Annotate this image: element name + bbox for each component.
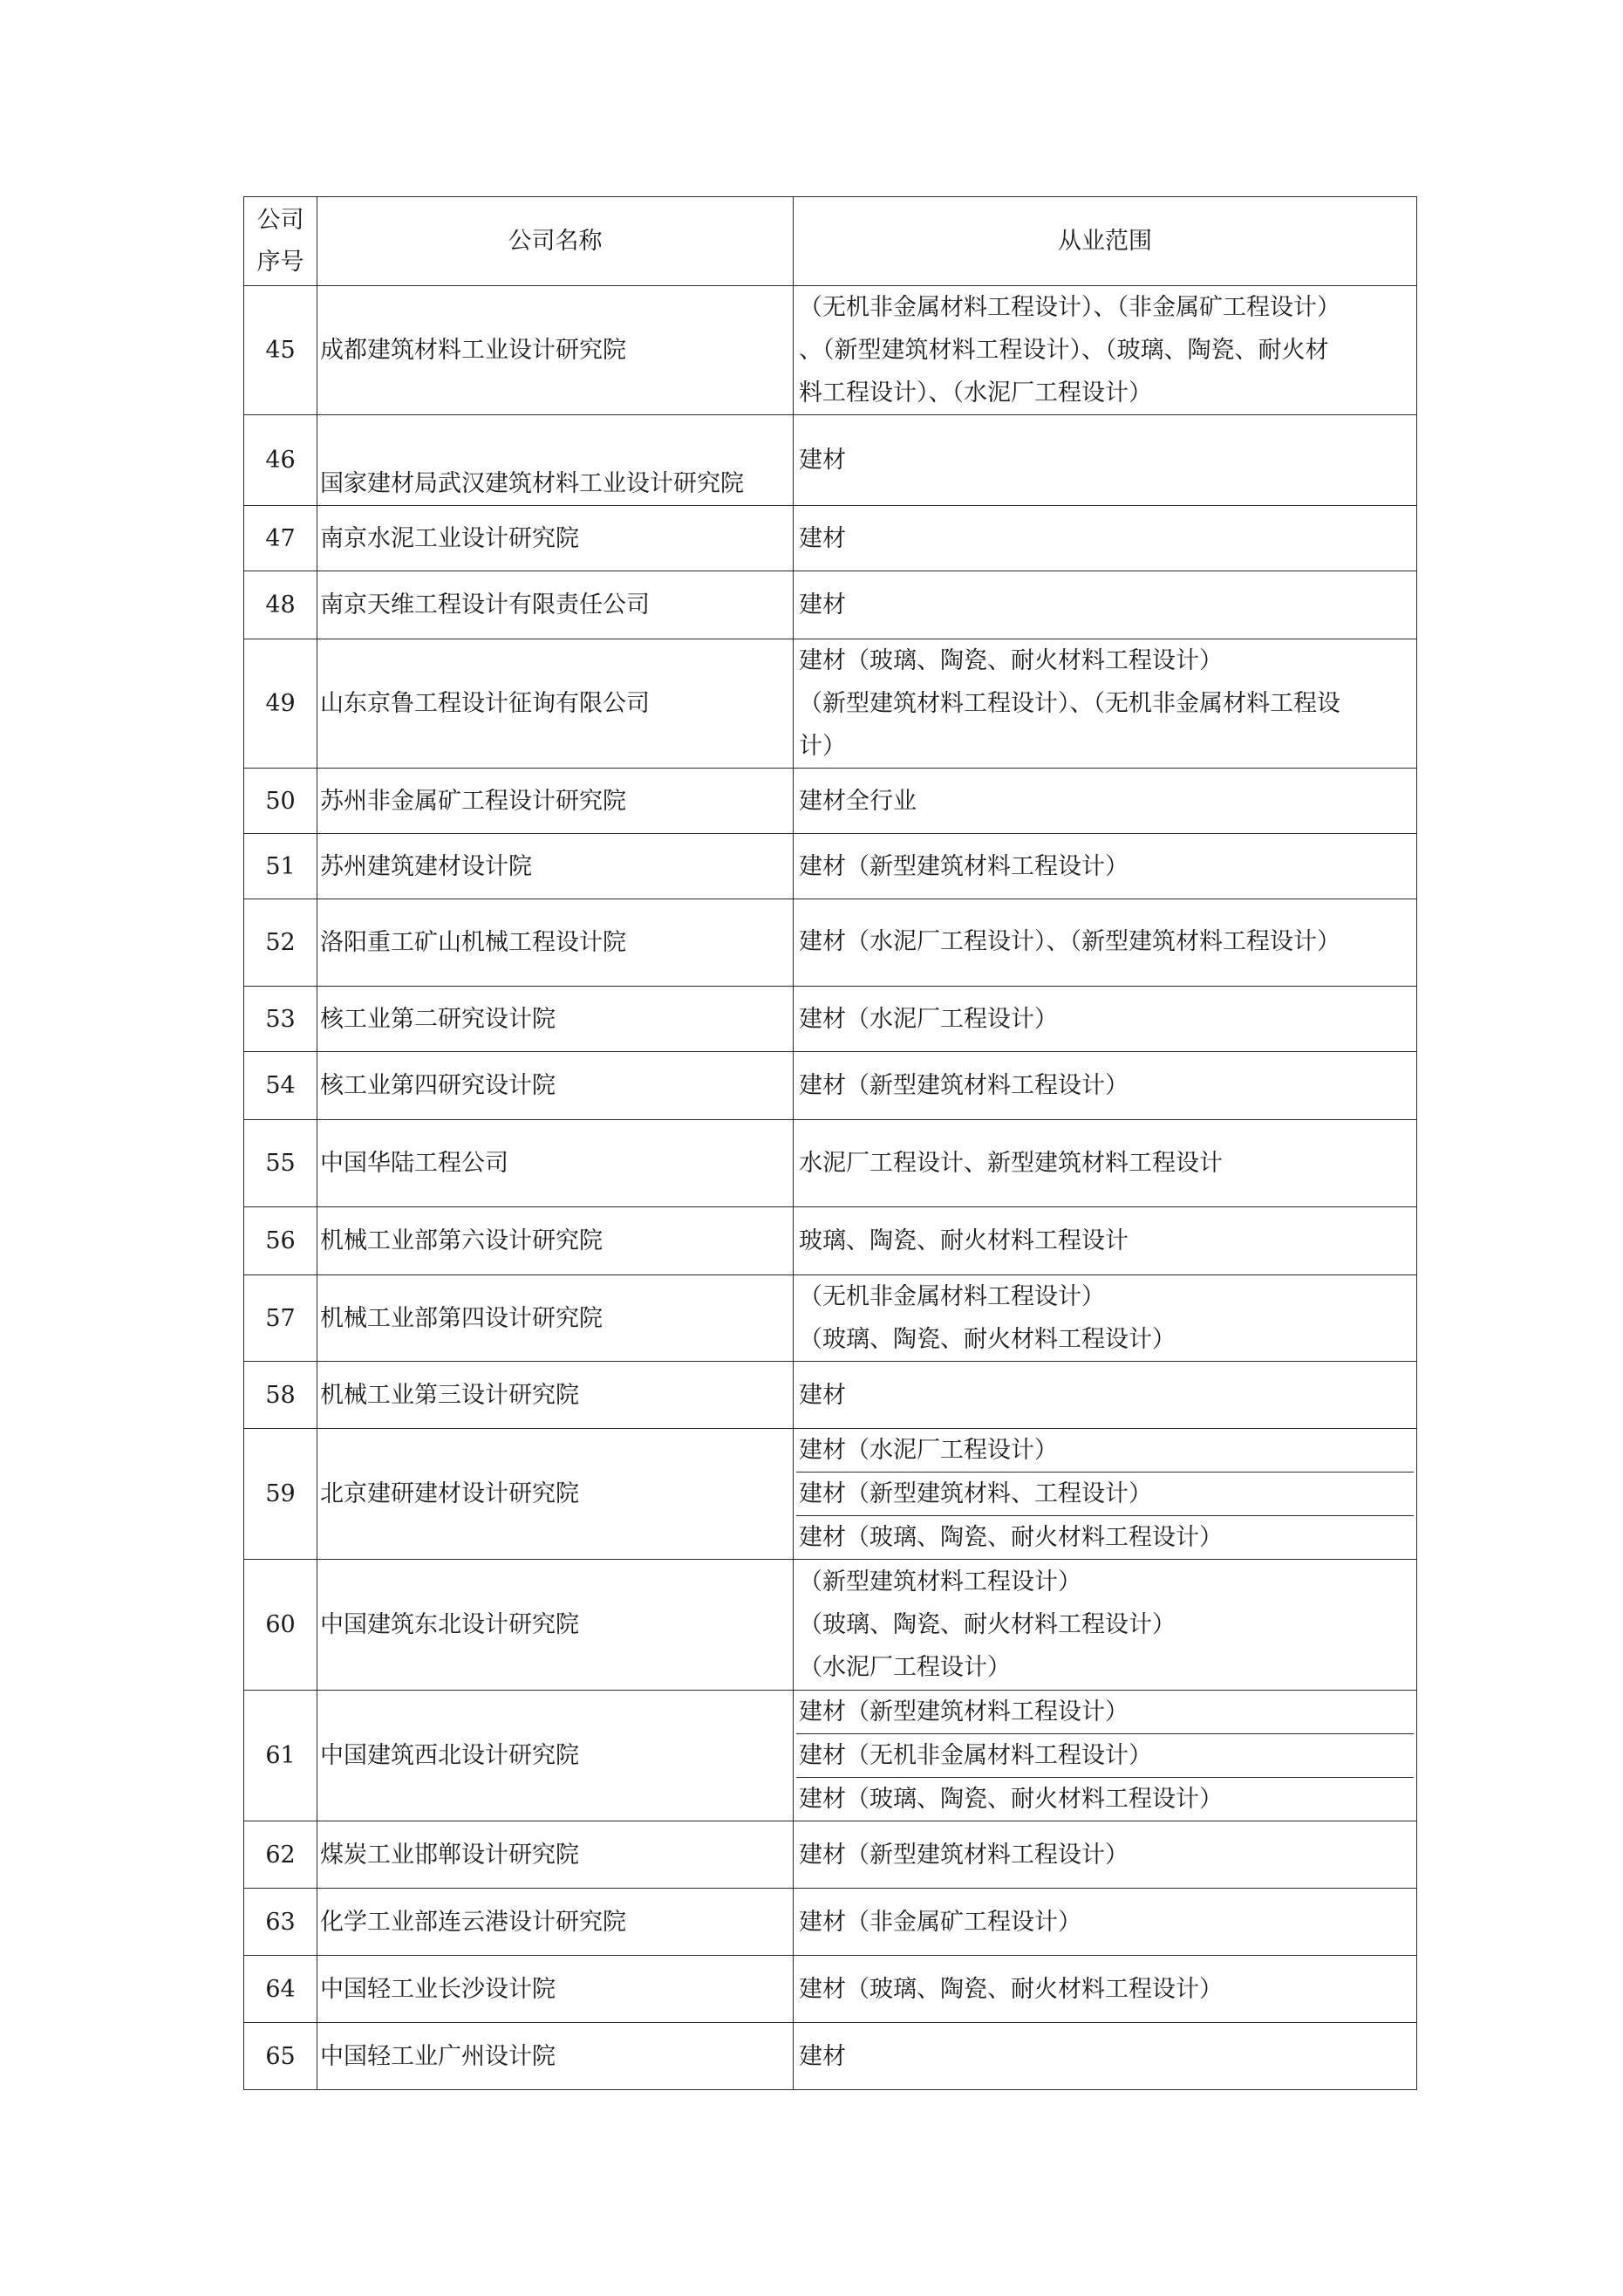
row-number-cell: 54	[244, 1052, 317, 1120]
scope-line: 水泥厂工程设计、新型建筑材料工程设计	[799, 1150, 1223, 1177]
scope-line: 建材（新型建筑材料工程设计）	[799, 852, 1129, 880]
row-number-cell: 63	[244, 1889, 317, 1956]
table-row	[244, 2023, 1417, 2090]
scope-line: 玻璃、陶瓷、耐火材料工程设计	[799, 1227, 1129, 1254]
company-name-cell: 成都建筑材料工业设计研究院	[317, 286, 794, 415]
table-body	[244, 197, 1417, 2090]
scope-line: 建材（玻璃、陶瓷、耐火材料工程设计）	[799, 647, 1223, 674]
scope-line: 计）	[799, 733, 846, 760]
table-row	[244, 834, 1417, 899]
scope-line: 料工程设计）、（水泥厂工程设计）	[799, 379, 1152, 407]
scope-line: 建材（新型建筑材料、工程设计）	[796, 1473, 1414, 1516]
company-name-cell: 机械工业部第四设计研究院	[317, 1275, 794, 1362]
table-row	[244, 1889, 1417, 1956]
row-number-cell: 64	[244, 1956, 317, 2023]
table-row	[244, 1429, 1417, 1560]
business-scope-cell	[794, 834, 1417, 899]
row-number-cell: 46	[244, 415, 317, 506]
business-scope-cell	[794, 1889, 1417, 1956]
row-number-cell: 45	[244, 286, 317, 415]
company-name-cell: 国家建材局武汉建筑材料工业设计研究院	[317, 415, 794, 506]
company-name-cell: 山东京鲁工程设计征询有限公司	[317, 639, 794, 769]
scope-line: 建材（水泥厂工程设计）	[796, 1429, 1414, 1473]
row-number-cell: 52	[244, 899, 317, 987]
row-number-cell: 49	[244, 639, 317, 769]
scope-line: 建材（水泥厂工程设计）、（新型建筑材料工程设计）	[799, 928, 1340, 955]
business-scope-cell	[794, 1821, 1417, 1889]
business-scope-cell	[794, 415, 1417, 506]
row-number-cell: 55	[244, 1120, 317, 1207]
header-num-line-1: 公司	[256, 206, 304, 234]
scope-line: 建材	[799, 591, 846, 618]
table-row	[244, 1120, 1417, 1207]
table-row	[244, 1207, 1417, 1275]
table-row	[244, 415, 1417, 506]
business-scope-cell	[794, 769, 1417, 834]
company-name-cell: 机械工业第三设计研究院	[317, 1362, 794, 1429]
scope-line: （无机非金属材料工程设计）	[799, 1283, 1105, 1310]
header-row	[244, 197, 1417, 286]
row-number-cell: 57	[244, 1275, 317, 1362]
table-row	[244, 639, 1417, 769]
header-scope-cell: 从业范围	[794, 197, 1417, 286]
scope-line: 建材（水泥厂工程设计）	[799, 1005, 1058, 1033]
business-scope-cell	[794, 1560, 1417, 1691]
scope-line: 建材全行业	[799, 787, 917, 815]
company-name-cell: 苏州建筑建材设计院	[317, 834, 794, 899]
table-row	[244, 769, 1417, 834]
company-name-cell: 中国华陆工程公司	[317, 1120, 794, 1207]
business-scope-cell	[794, 1429, 1417, 1560]
table-row	[244, 1956, 1417, 2023]
scope-line: （新型建筑材料工程设计）	[799, 1568, 1081, 1596]
header-name-cell: 公司名称	[317, 197, 794, 286]
row-number-cell: 59	[244, 1429, 317, 1560]
company-name-cell: 煤炭工业邯郸设计研究院	[317, 1821, 794, 1889]
business-scope-cell	[794, 987, 1417, 1052]
company-name-cell: 中国建筑东北设计研究院	[317, 1560, 794, 1691]
scope-line: 建材（新型建筑材料工程设计）	[799, 1072, 1129, 1099]
company-name-cell: 南京天维工程设计有限责任公司	[317, 571, 794, 639]
table-row	[244, 571, 1417, 639]
business-scope-cell	[794, 2023, 1417, 2090]
business-scope-cell	[794, 1120, 1417, 1207]
table-row	[244, 1821, 1417, 1889]
business-scope-cell	[794, 1207, 1417, 1275]
row-number-cell: 48	[244, 571, 317, 639]
scope-line: （玻璃、陶瓷、耐火材料工程设计）	[799, 1611, 1176, 1638]
company-table	[243, 196, 1417, 2090]
table-row	[244, 1362, 1417, 1429]
business-scope-cell	[794, 1362, 1417, 1429]
business-scope-cell	[794, 1956, 1417, 2023]
company-name-cell: 核工业第二研究设计院	[317, 987, 794, 1052]
row-number-cell: 50	[244, 769, 317, 834]
row-number-cell: 47	[244, 506, 317, 571]
scope-line: 建材（无机非金属材料工程设计）	[796, 1734, 1414, 1778]
company-name-cell: 中国轻工业长沙设计院	[317, 1956, 794, 2023]
business-scope-cell	[794, 1691, 1417, 1821]
company-name-cell: 化学工业部连云港设计研究院	[317, 1889, 794, 1956]
scope-line: 建材	[799, 524, 846, 552]
table-row	[244, 1275, 1417, 1362]
row-number-cell: 62	[244, 1821, 317, 1889]
company-name-cell: 洛阳重工矿山机械工程设计院	[317, 899, 794, 987]
business-scope-cell	[794, 639, 1417, 769]
company-name-cell: 机械工业部第六设计研究院	[317, 1207, 794, 1275]
business-scope-cell	[794, 899, 1417, 987]
scope-line: 建材	[799, 2042, 846, 2070]
scope-line: 建材（玻璃、陶瓷、耐火材料工程设计）	[799, 1975, 1223, 2003]
table-row	[244, 1560, 1417, 1691]
table-row	[244, 286, 1417, 415]
table-row	[244, 899, 1417, 987]
table-row	[244, 987, 1417, 1052]
header-num-cell	[244, 197, 317, 286]
row-number-cell: 53	[244, 987, 317, 1052]
scope-line: 建材	[799, 1381, 846, 1409]
company-name-cell: 中国建筑西北设计研究院	[317, 1691, 794, 1821]
row-number-cell: 60	[244, 1560, 317, 1691]
table-row	[244, 506, 1417, 571]
row-number-cell: 61	[244, 1691, 317, 1821]
table-row	[244, 1691, 1417, 1821]
scope-line: 建材（新型建筑材料工程设计）	[799, 1841, 1129, 1869]
business-scope-cell	[794, 1052, 1417, 1120]
row-number-cell: 58	[244, 1362, 317, 1429]
scope-line: 建材（玻璃、陶瓷、耐火材料工程设计）	[799, 1786, 1223, 1813]
company-name-cell: 南京水泥工业设计研究院	[317, 506, 794, 571]
row-number-cell: 51	[244, 834, 317, 899]
table-row	[244, 1052, 1417, 1120]
company-name-cell: 苏州非金属矿工程设计研究院	[317, 769, 794, 834]
business-scope-cell	[794, 571, 1417, 639]
scope-line: 建材	[799, 447, 846, 474]
scope-line: 建材（玻璃、陶瓷、耐火材料工程设计）	[799, 1524, 1223, 1551]
company-name-cell: 核工业第四研究设计院	[317, 1052, 794, 1120]
business-scope-cell	[794, 286, 1417, 415]
company-name-cell: 中国轻工业广州设计院	[317, 2023, 794, 2090]
row-number-cell: 65	[244, 2023, 317, 2090]
scope-line: 、（新型建筑材料工程设计）、（玻璃、陶瓷、耐火材	[799, 337, 1329, 364]
scope-line: 建材（非金属矿工程设计）	[799, 1908, 1081, 1936]
scope-line: （玻璃、陶瓷、耐火材料工程设计）	[799, 1326, 1176, 1353]
header-num-line-2: 序号	[256, 248, 304, 276]
scope-line: （无机非金属材料工程设计）、（非金属矿工程设计）	[799, 294, 1340, 321]
business-scope-cell	[794, 506, 1417, 571]
business-scope-cell	[794, 1275, 1417, 1362]
scope-line: （水泥厂工程设计）	[799, 1654, 1011, 1681]
scope-line: 建材（新型建筑材料工程设计）	[796, 1691, 1414, 1734]
company-name-cell: 北京建研建材设计研究院	[317, 1429, 794, 1560]
scope-line: （新型建筑材料工程设计）、（无机非金属材料工程设	[799, 690, 1340, 717]
row-number-cell: 56	[244, 1207, 317, 1275]
